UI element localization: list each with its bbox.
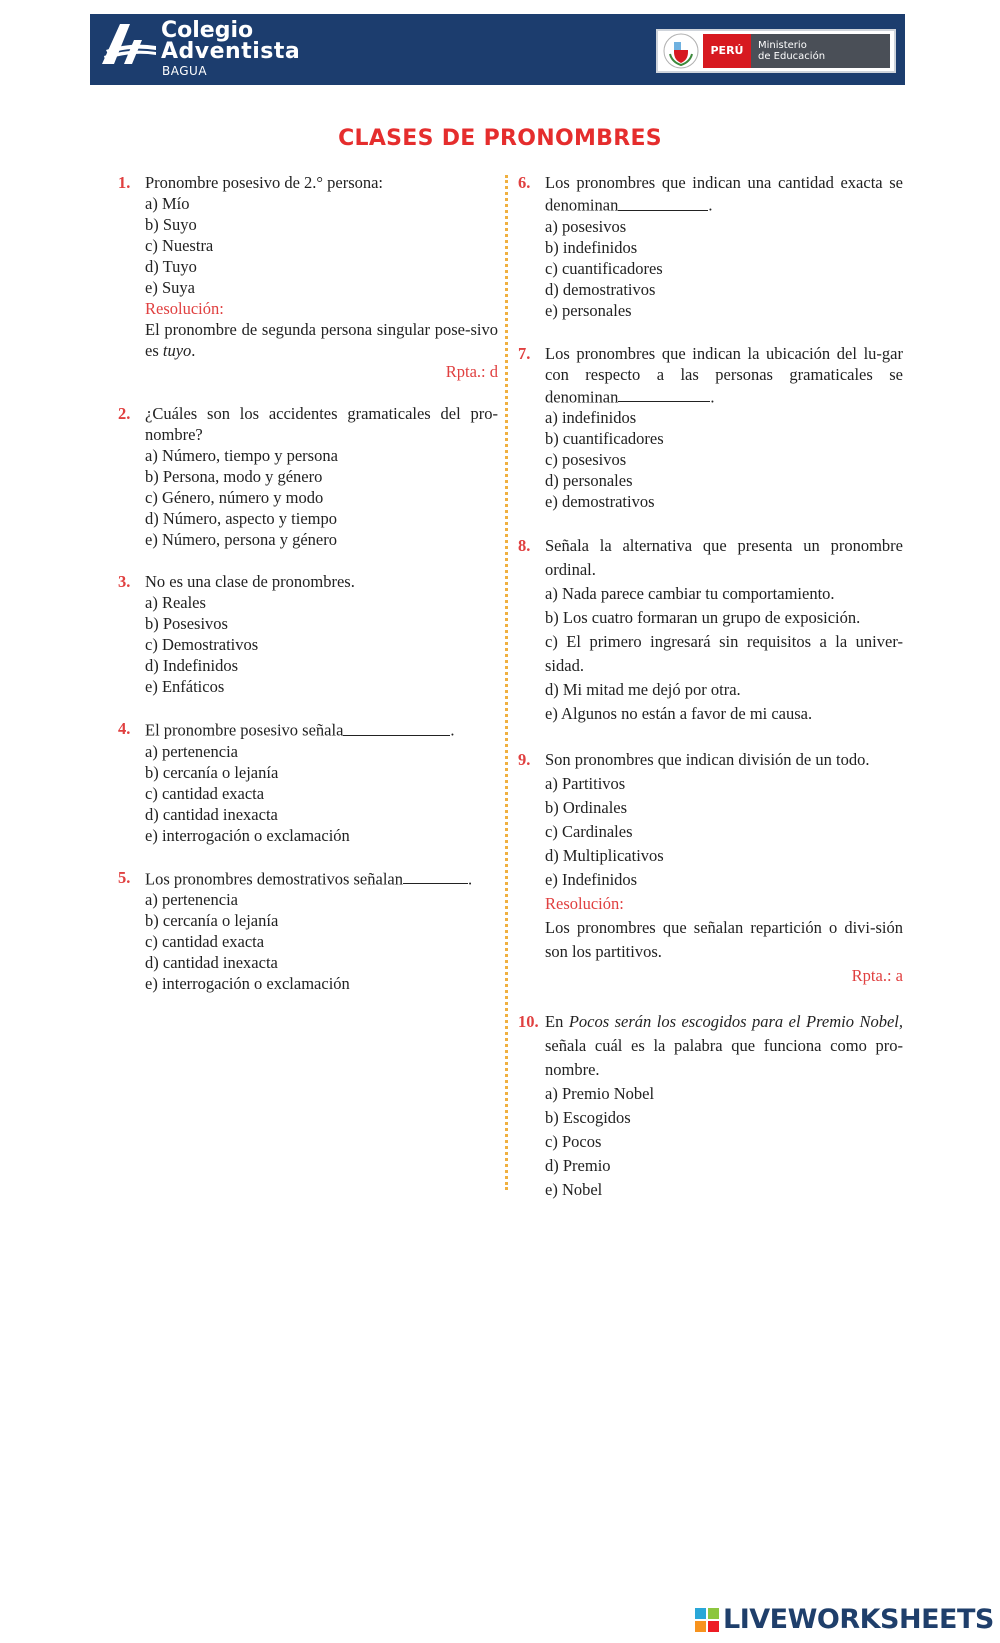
option[interactable]: c) Nuestra	[145, 236, 214, 255]
option[interactable]: e) Número, persona y género	[145, 530, 337, 549]
header-banner	[90, 14, 905, 85]
option[interactable]: e) Algunos no están a favor de mi causa.	[545, 704, 813, 723]
option[interactable]: e) Indefinidos	[545, 870, 638, 889]
minedu-name-line2: de Educación	[758, 51, 826, 62]
minedu-logo	[656, 29, 896, 73]
question-number: 1.	[118, 173, 131, 192]
question-number: 7.	[518, 343, 531, 363]
question-text: ¿Cuáles son los accidentes gramaticales del pro-nombre?	[145, 404, 498, 444]
icon-square	[708, 1608, 719, 1619]
option[interactable]: e) Nobel	[545, 1180, 603, 1199]
question-4	[118, 718, 498, 846]
option[interactable]: c) cantidad exacta	[145, 783, 265, 803]
option[interactable]: a) pertenencia	[145, 741, 238, 761]
option[interactable]: e) interrogación o exclamación	[145, 825, 350, 845]
minedu-name	[751, 34, 890, 68]
icon-square	[708, 1621, 719, 1632]
question-3	[118, 571, 498, 697]
question-text-start: En	[545, 1012, 569, 1031]
option[interactable]: a) Partitivos	[545, 774, 626, 793]
liveworksheets-brand: LIVEWORKSHEETS	[723, 1604, 994, 1635]
resolution-text	[145, 319, 498, 361]
question-1	[118, 172, 498, 382]
school-location: BAGUA	[162, 64, 208, 78]
question-text-start: Los pronombres que indican una cantidad exacta se denominan	[545, 173, 903, 215]
school-name-line1: Colegio	[161, 18, 254, 43]
option[interactable]: e) Suya	[145, 278, 195, 297]
question-text-end: .	[710, 387, 715, 406]
resolution-text-italic: tuyo	[162, 341, 192, 360]
question-number: 6.	[518, 173, 531, 192]
option[interactable]: b) cercanía o lejanía	[145, 762, 279, 782]
question-number: 3.	[118, 572, 131, 591]
question-number: 2.	[118, 404, 131, 423]
option[interactable]: b) Ordinales	[545, 798, 628, 817]
option[interactable]: d) Premio	[545, 1156, 611, 1175]
option[interactable]: b) Suyo	[145, 215, 197, 234]
option[interactable]: a) posesivos	[545, 216, 627, 236]
question-text-start: Los pronombres que indican la ubicación del lu-gar con respecto a las personas gramaticales se denominan	[545, 343, 903, 406]
option[interactable]: b) Los cuatro formaran un grupo de exposición.	[545, 608, 861, 627]
option[interactable]: e) demostrativos	[545, 492, 655, 511]
option[interactable]: e) Enfáticos	[145, 677, 225, 696]
resolution-label: Resolución:	[145, 299, 224, 318]
question-9	[518, 748, 903, 988]
option[interactable]: c) posesivos	[545, 450, 627, 469]
liveworksheets-icon	[695, 1608, 719, 1632]
question-text-end: .	[450, 720, 455, 740]
option[interactable]: d) cantidad inexacta	[145, 953, 278, 972]
option[interactable]: b) Posesivos	[145, 614, 228, 633]
option[interactable]: a) Mío	[145, 194, 190, 213]
option[interactable]: b) cuantificadores	[545, 429, 664, 448]
resolution-label: Resolución:	[545, 894, 624, 913]
option[interactable]: a) Número, tiempo y persona	[145, 446, 338, 465]
question-text: Son pronombres que indican división de un todo.	[545, 750, 870, 769]
resolution-text: Los pronombres que señalan repartición o divi-sión son los partitivos.	[545, 918, 903, 961]
option[interactable]: a) Reales	[145, 593, 206, 612]
option[interactable]: c) Cardinales	[545, 822, 633, 841]
answer-blank[interactable]	[403, 867, 468, 885]
option[interactable]: b) indefinidos	[545, 237, 638, 257]
option[interactable]: a) pertenencia	[145, 890, 238, 909]
peru-coat-of-arms-icon	[662, 32, 700, 75]
question-text	[145, 718, 498, 741]
question-5	[118, 867, 498, 995]
option[interactable]: c) El primero ingresará sin requisitos a la univer-sidad.	[545, 632, 903, 675]
right-column	[518, 172, 903, 1224]
liveworksheets-logo	[695, 1604, 994, 1635]
question-text-end: .	[708, 195, 713, 215]
resolution-text-start: El pronombre de segunda persona singular pose-sivo es	[145, 320, 498, 360]
option[interactable]: e) personales	[545, 300, 632, 320]
school-name-line2: Adventista	[161, 39, 301, 64]
option[interactable]: c) cantidad exacta	[145, 932, 265, 951]
option[interactable]: d) demostrativos	[545, 279, 656, 299]
answer-blank[interactable]	[618, 193, 708, 211]
option[interactable]: a) Premio Nobel	[545, 1084, 655, 1103]
resolution-text-end: .	[191, 341, 196, 360]
option[interactable]: d) Multiplicativos	[545, 846, 664, 865]
option[interactable]: a) indefinidos	[545, 408, 637, 427]
question-text: Señala la alternativa que presenta un pronombre ordinal.	[545, 536, 903, 579]
page-title: CLASES DE PRONOMBRES	[338, 126, 662, 151]
minedu-name-line1: Ministerio	[758, 40, 807, 51]
question-text: No es una clase de pronombres.	[145, 572, 355, 591]
question-text-end: .	[468, 869, 473, 888]
option[interactable]: b) cercanía o lejanía	[145, 911, 279, 930]
answer-blank[interactable]	[343, 718, 450, 736]
option[interactable]: e) interrogación o exclamación	[145, 974, 350, 993]
question-number: 8.	[518, 536, 531, 555]
option[interactable]: c) Género, número y modo	[145, 488, 324, 507]
question-text	[545, 343, 903, 408]
question-2	[118, 403, 498, 550]
option[interactable]: a) Nada parece cambiar tu comportamiento.	[545, 584, 835, 603]
icon-square	[695, 1621, 706, 1632]
option[interactable]: d) Tuyo	[145, 257, 197, 276]
question-8	[518, 534, 903, 726]
minedu-country: PERÚ	[703, 34, 751, 68]
school-logo-icon	[102, 24, 156, 69]
left-column	[118, 172, 498, 1015]
question-number: 10.	[518, 1012, 539, 1031]
option[interactable]: d) Número, aspecto y tiempo	[145, 509, 337, 528]
question-text	[545, 1010, 903, 1082]
answer-blank[interactable]	[618, 385, 710, 403]
answer: Rpta.: d	[445, 362, 498, 381]
option[interactable]: d) personales	[545, 471, 633, 490]
option[interactable]: b) Persona, modo y género	[145, 467, 323, 486]
option[interactable]: c) cuantificadores	[545, 258, 663, 278]
question-text: Pronombre posesivo de 2.° persona:	[145, 173, 384, 192]
option[interactable]: c) Pocos	[545, 1132, 602, 1151]
question-number: 9.	[518, 750, 531, 769]
answer: Rpta.: a	[851, 966, 903, 985]
option[interactable]: b) Escogidos	[545, 1108, 631, 1127]
question-number: 4.	[118, 719, 131, 738]
option[interactable]: c) Demostrativos	[145, 635, 259, 654]
option[interactable]: d) cantidad inexacta	[145, 804, 278, 824]
question-text-start: Los pronombres demostrativos señalan	[145, 869, 403, 888]
column-divider	[505, 175, 508, 1190]
icon-square	[695, 1608, 706, 1619]
question-text	[145, 867, 498, 890]
question-10	[518, 1010, 903, 1202]
question-text-start: El pronombre posesivo señala	[145, 720, 344, 740]
option[interactable]: d) Indefinidos	[145, 656, 239, 675]
question-text-italic: Pocos serán los escogidos para el Premio Nobel,	[568, 1012, 903, 1031]
question-6	[518, 172, 903, 321]
question-number: 5.	[118, 867, 131, 887]
question-7	[518, 343, 903, 513]
question-text-end: señala cuál es la palabra que funciona como pro-nombre.	[545, 1036, 903, 1079]
option[interactable]: d) Mi mitad me dejó por otra.	[545, 680, 741, 699]
question-text	[545, 172, 903, 216]
